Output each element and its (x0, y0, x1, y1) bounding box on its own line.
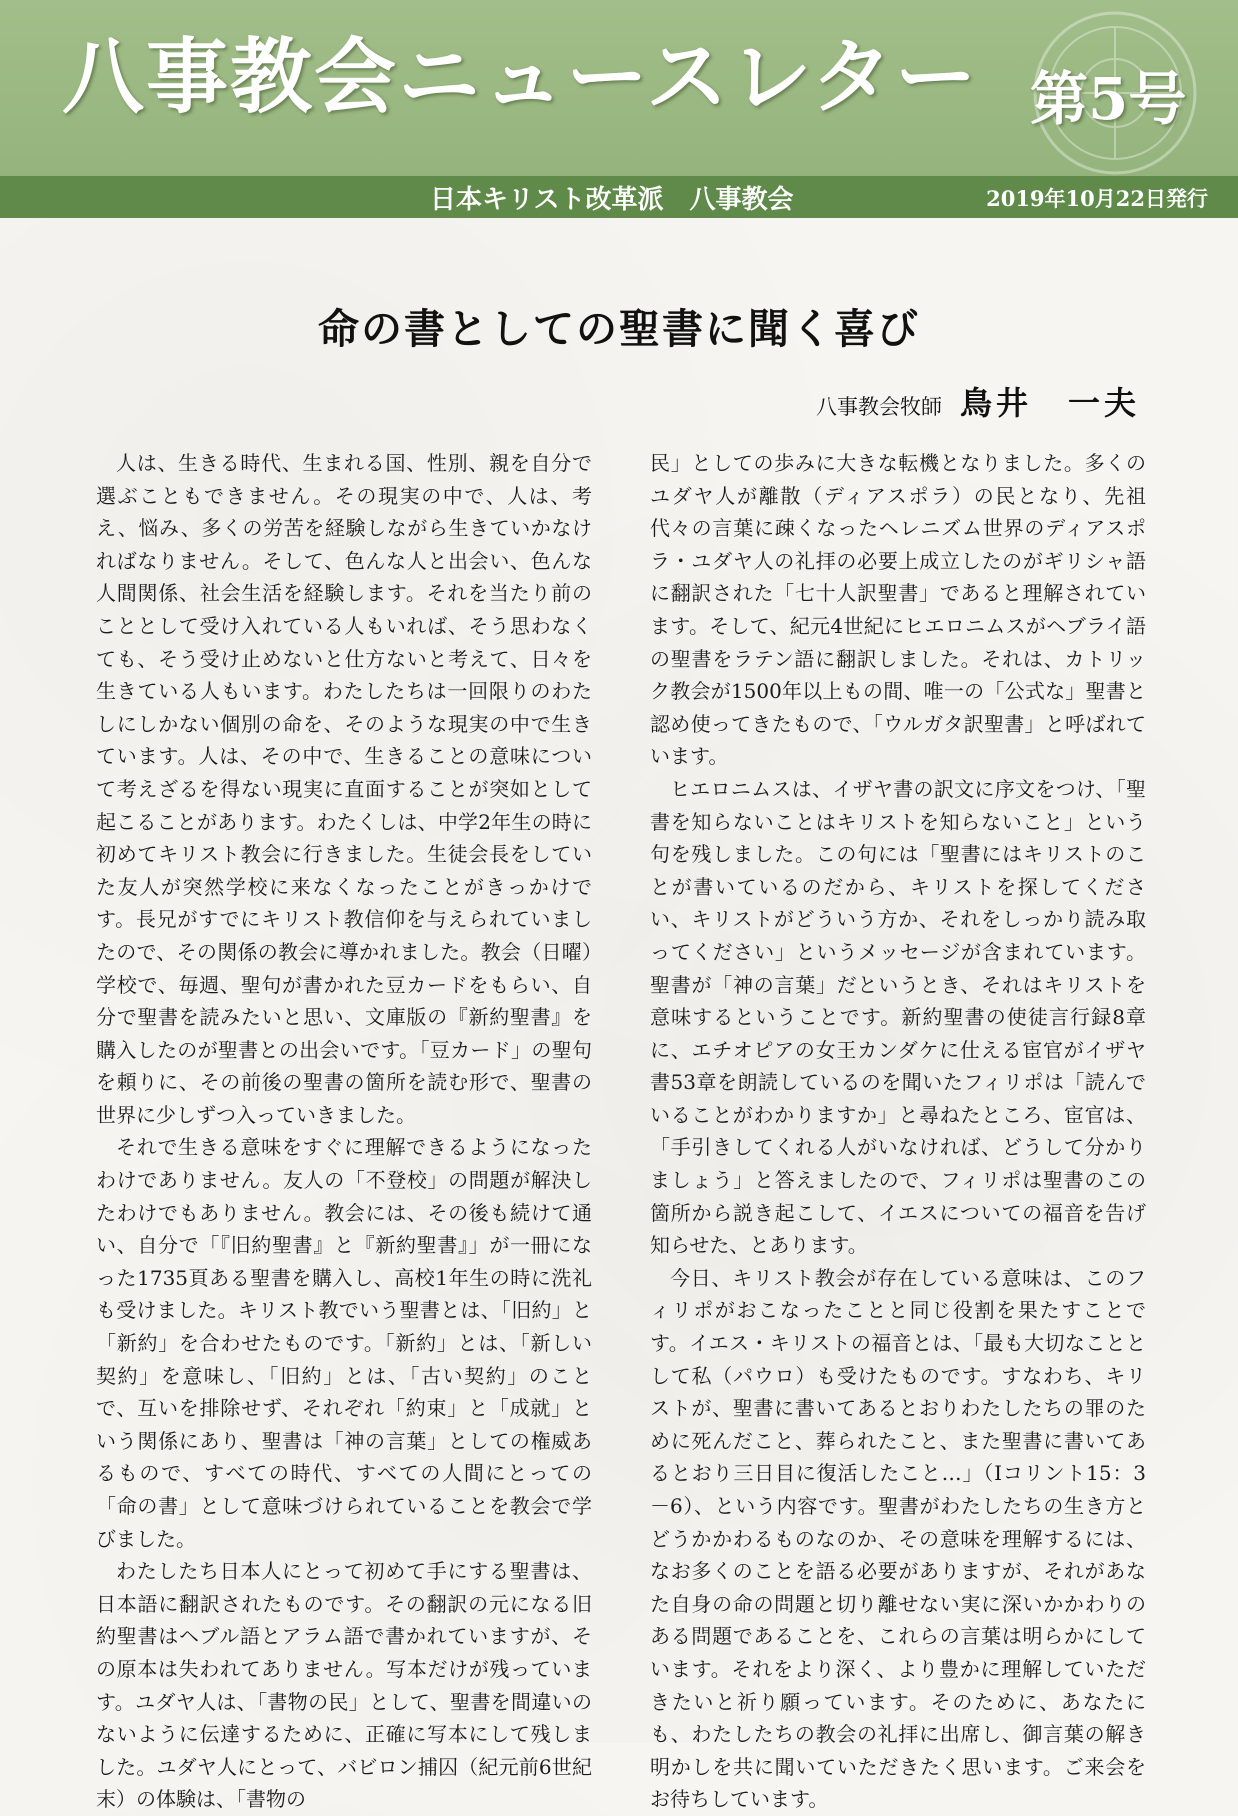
author-role: 八事教会牧師 (815, 395, 942, 419)
paragraph: 人は、生きる時代、生まれる国、性別、親を自分で選ぶこともできません。その現実の中で、人は、考え、悩み、多くの労苦を経験しながら生きていかなければなりません。そして、色んな人と出会い、色んな人間関係、社会生活を経験します。それを当たり前のこととして受け入れている人もいれば、そう思わなくても、そう受け止めないと仕方ないと考えて、日々を生きている人もいます。わたしたちは一回限りのわたしにしかない個別の命を、そのような現実の中で生きています。人は、その中で、生きることの意味について考えざるを得ない現実に直面することが突如として起こることがあります。わたくしは、中学2年生の時に初めてキリスト教会に行きました。生徒会長をしていた友人が突然学校に来なくなったことがきっかけです。長兄がすでにキリスト教信仰を与えられていましたので、その関係の教会に導かれました。教会（日曜）学校で、毎週、聖句が書かれた豆カードをもらい、自分で聖書を読みたいと思い、文庫版の『新約聖書』を購入したのが聖書との出会いです。「豆カード」の聖句を頼りに、その前後の聖書の箇所を読む形で、聖書の世界に少しずつ入っていきました。 (96, 451, 592, 1127)
publisher-band (0, 176, 1238, 218)
paragraph: 民」としての歩みに大きな転機となりました。多くのユダヤ人が離散（ディアスポラ）の民となり、先祖代々の言葉に疎くなったヘレニズム世界のディアスポラ・ユダヤ人の礼拝の必要上成立したのがギリシャ語に翻訳された「七十人訳聖書」であると理解されています。そして、紀元4世紀にヒエロニムスがヘブライ語の聖書をラテン語に翻訳しました。それは、カトリック教会が1500年以上もの間、唯一の「公式な」聖書と認め使ってきたもので、「ウルガタ訳聖書」と呼ばれています。 (650, 451, 1146, 769)
paragraph: それで生きる意味をすぐに理解できるようになったわけでありません。友人の「不登校」の問題が解決したわけでもありません。教会には、その後も続けて通い、自分で「『旧約聖書』と『新約聖書』」が一冊になった1735頁ある聖書を購入し、高校1年生の時に洗礼も受けました。キリスト教でいう聖書とは、「旧約」と「新約」を合わせたものです。「新約」とは、「新しい契約」を意味し、「旧約」とは、「古い契約」のことで、互いを排除せず、それぞれ「約束」と「成就」という関係にあり、聖書は「神の言葉」としての権威あるもので、すべての時代、すべての人間にとっての「命の書」として意味づけられていることを教会で学びました。 (96, 1135, 592, 1551)
paragraph: わたしたち日本人にとって初めて手にする聖書は、日本語に翻訳されたものです。その翻訳の元になる旧約聖書はヘブル語とアラム語で書かれていますが、その原本は失われてありません。写本だけが残っています。ユダヤ人は、「書物の民」として、聖書を間違いのないように伝達するために、正確に写本にして残しました。ユダヤ人にとって、バビロン捕囚（紀元前6世紀末）の体験は、「書物の (96, 1559, 592, 1812)
article-column-left (96, 447, 592, 1816)
article-title: 命の書としての聖書に聞く喜び (318, 305, 920, 353)
header-banner (0, 0, 1238, 176)
newsletter-title: 八事教会ニュースレター (62, 29, 979, 125)
issue-number: 第5号 (1030, 65, 1187, 133)
byline (816, 378, 1140, 424)
paragraph: ヒエロニムスは、イザヤ書の訳文に序文をつけ、「聖書を知らないことはキリストを知らないこと」という句を残しました。この句には「聖書にはキリストのことが書いているのだから、キリストを探してください、キリストがどういう方か、それをしっかり読み取ってください」というメッセージが含まれています。聖書が「神の言葉」だというとき、それはキリストを意味するということです。新約聖書の使徒言行録8章に、エチオピアの女王カンダケに仕える宦官がイザヤ書53章を朗読しているのを聞いたフィリポは「読んでいることがわかりますか」と尋ねたところ、宦官は、「手引きしてくれる人がいなければ、どうして分かりましょう」と答えましたので、フィリポは聖書のこの箇所から説き起こして、イエスについての福音を告げ知らせた、とあります。 (650, 776, 1146, 1258)
church-name: 日本キリスト改革派 八事教会 (430, 185, 794, 215)
article-column-right (650, 447, 1146, 1816)
paragraph: 今日、キリスト教会が存在している意味は、このフィリポがおこなったことと同じ役割を果たすことです。イエス・キリストの福音とは、「最も大切なこととして私（パウロ）も受けたものです。すなわち、キリストが、聖書に書いてあるとおりわたしたちの罪のために死んだこと、葬られたこと、また聖書に書いてあるとおり三日目に復活したこと…」（Iコリント15：3－6）、という内容です。聖書がわたしたちの生き方とどうかかわるものなのか、その意味を理解するには、なお多くのことを語る必要がありますが、それがあなた自身の命の問題と切り離せない実に深いかかわりのある問題であることを、これらの言葉は明らかにしています。それをより深く、より豊かに理解していただきたいと祈り願っています。そのために、あなたにも、わたしたちの教会の礼拝に出席し、御言葉の解き明かしを共に聞いていただきたく思います。ご来会をお待ちしています。 (650, 1265, 1146, 1812)
author-name: 鳥井 一夫 (959, 384, 1140, 422)
publication-date: 2019年10月22日発行 (986, 186, 1208, 211)
